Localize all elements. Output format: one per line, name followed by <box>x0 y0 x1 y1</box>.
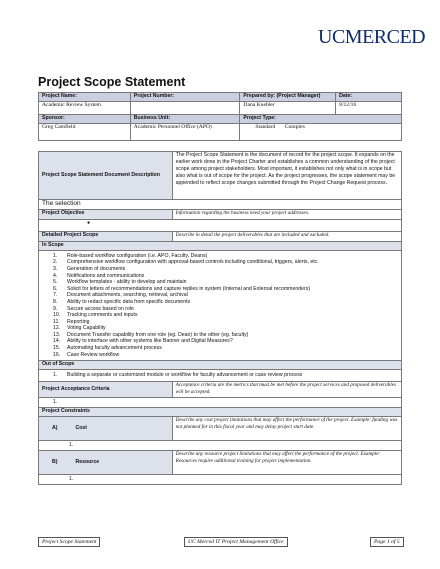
resource-label-cell <box>39 450 173 474</box>
list-item-number: 6. <box>53 285 58 292</box>
list-item-number: 11. <box>53 318 60 325</box>
project-type-complex[interactable]: Complex <box>284 124 306 130</box>
list-item <box>53 253 398 260</box>
list-item-text: Ability to redact specific data from specific documents <box>67 298 191 305</box>
project-info-table <box>38 92 402 141</box>
list-item-text: Secure access based on role <box>67 305 134 312</box>
list-item-number: 14. <box>53 338 61 345</box>
list-item-text: Role-based workflow configuration (i.e. APO, Faculty, Deans) <box>67 252 208 259</box>
list-item <box>53 372 398 379</box>
objective-text: Information regarding the business need your project addresses. <box>172 209 401 219</box>
page-title: Project Scope Statement <box>38 75 186 89</box>
in-scope-label: In Scope <box>39 241 402 250</box>
date-value: 8/12/16 <box>336 102 402 115</box>
list-item-number: 12. <box>53 325 61 332</box>
list-item <box>53 345 398 352</box>
list-item <box>53 279 398 286</box>
business-unit-value: Academic Personnel Office (APO) <box>130 124 240 141</box>
list-item-number: 15. <box>53 345 61 352</box>
list-item-text: Document Transfer capability from one role (eg. Dean) to the other (eg. faculty) <box>67 331 249 338</box>
list-item <box>53 332 398 339</box>
list-item-text: Comprehensive workflow configuration with approval-based controls including conditional, triggers, alerts, etc. <box>67 259 319 266</box>
objective-label: Project Objective <box>39 209 173 219</box>
list-item-number: 5. <box>53 279 58 286</box>
constraints-label-text: Project Constraints <box>42 407 90 414</box>
list-item-number: 9. <box>53 305 58 312</box>
resource-item: 1. <box>39 474 402 484</box>
uc-merced-logo: UCMERCED <box>318 26 426 48</box>
header-project-name: Project Name: <box>39 93 131 102</box>
description-text: The Project Scope Statement is the document of record for the project scope. It expands on the earlier work done in the Project Charter and establishes a common understanding of the project scope among project stakeholders. Most important, it establishes not only what is in scope but also what is out of scope for the project. As the project progresses, the scope statement may be appended to reflect scope changes submitted through the Project Change Request process. <box>172 152 401 200</box>
header-project-type: Project Type: <box>240 115 402 124</box>
project-name-value: Academic Review System <box>39 102 131 115</box>
resource-label: Resource <box>75 458 100 465</box>
footer-document-name: Project Scope Statement <box>38 537 100 547</box>
sponsor-value: Greg Camfield <box>39 124 131 141</box>
list-item-text: Building a separate or customized module or workflow for faculty advancement or case review process <box>67 372 303 379</box>
project-number-value <box>130 102 240 115</box>
project-type-standard[interactable]: Standard <box>255 124 276 130</box>
cost-label-cell <box>39 416 173 440</box>
description-label: Project Scope Statement Document Description <box>39 152 173 200</box>
list-item-number: 8. <box>53 298 58 305</box>
list-item-text: Notifications and communications <box>67 272 145 279</box>
prepared-by-value: Dana Kuebler <box>240 102 336 115</box>
list-item <box>53 299 398 306</box>
list-item-text: Case Review workflow <box>67 351 120 358</box>
list-item-number: 2. <box>53 259 58 266</box>
list-item <box>53 325 398 332</box>
list-item <box>53 312 398 319</box>
resource-text: Describe any resource project limitations that may affect the performance of the project. Example: Resources require additional training for project implementation. <box>172 450 401 474</box>
out-of-scope-list-cell <box>39 370 402 382</box>
in-scope-list-cell <box>39 250 402 361</box>
list-item-number: 13. <box>53 331 61 338</box>
selection-label: The selection <box>39 200 402 210</box>
footer-office: UC Merced IT Project Management Office <box>184 537 288 547</box>
list-item <box>53 292 398 299</box>
cost-label: Cost <box>75 424 87 431</box>
list-item-text: Voting Capability <box>67 325 106 332</box>
list-item-number: 10. <box>53 312 61 319</box>
selection-bullet: ● <box>39 219 402 231</box>
list-item-number: 3. <box>53 265 58 272</box>
detailed-scope-text: Describe in detail the project deliverables that are included and excluded. <box>172 231 401 241</box>
list-item-number: 16. <box>53 351 61 358</box>
list-item-text: Solicit for letters of recommendations and capture replies in system (Internal and External recommenders) <box>67 285 311 292</box>
list-item-text: Workflow templates - ability to develop and maintain <box>67 279 187 286</box>
acceptance-item: 1. <box>39 397 402 407</box>
list-item-text: Generation of documents <box>67 265 126 272</box>
out-of-scope-list <box>53 372 398 379</box>
list-item-number: 1. <box>53 372 58 379</box>
list-item-text: Reporting <box>67 318 90 325</box>
list-item <box>53 319 398 326</box>
list-item <box>53 338 398 345</box>
header-date: Date: <box>336 93 402 102</box>
out-of-scope-label: Out of Scope <box>39 361 402 370</box>
header-business-unit: Business Unit: <box>130 115 240 124</box>
acceptance-text: Acceptance criteria are the metrics that must be met before the project services and proposed deliverables will be accepted. <box>172 381 401 397</box>
list-item <box>53 259 398 266</box>
list-item <box>53 286 398 293</box>
list-item <box>53 273 398 280</box>
header-project-number: Project Number: <box>130 93 240 102</box>
resource-letter: B) <box>52 458 58 465</box>
list-item-text: Automating faculty advancement process <box>67 345 162 352</box>
header-sponsor: Sponsor: <box>39 115 131 124</box>
list-item <box>53 306 398 313</box>
list-item-text: Document attachments, searching, retrieval, archival <box>67 292 188 299</box>
in-scope-list <box>53 253 398 359</box>
list-item-text: Tracking comments and inputs <box>67 312 138 319</box>
list-item-text: Ability to interface with other systems like Banner and Digital Measures? <box>67 338 233 345</box>
list-item <box>53 266 398 273</box>
list-item-number: 4. <box>53 272 58 279</box>
cost-letter: A) <box>52 424 58 431</box>
project-type-options <box>240 124 402 141</box>
scope-table <box>38 151 402 485</box>
cost-text: Describe any cost project limitations that may affect the performance of the project. Example: funding was not planned for in this fiscal year and may delay project start date. <box>172 416 401 440</box>
header-prepared-by: Prepared by: (Project Manager) <box>240 93 336 102</box>
cost-item: 1. <box>39 440 402 450</box>
detailed-scope-label: Detailed Project Scope <box>39 231 173 241</box>
constraints-label <box>39 407 402 416</box>
list-item <box>53 352 398 359</box>
list-item-number: 7. <box>53 292 58 299</box>
list-item-number: 1. <box>53 252 58 259</box>
footer-page-number: Page 1 of 5 <box>370 537 404 547</box>
acceptance-label: Project Acceptance Criteria <box>39 381 173 397</box>
